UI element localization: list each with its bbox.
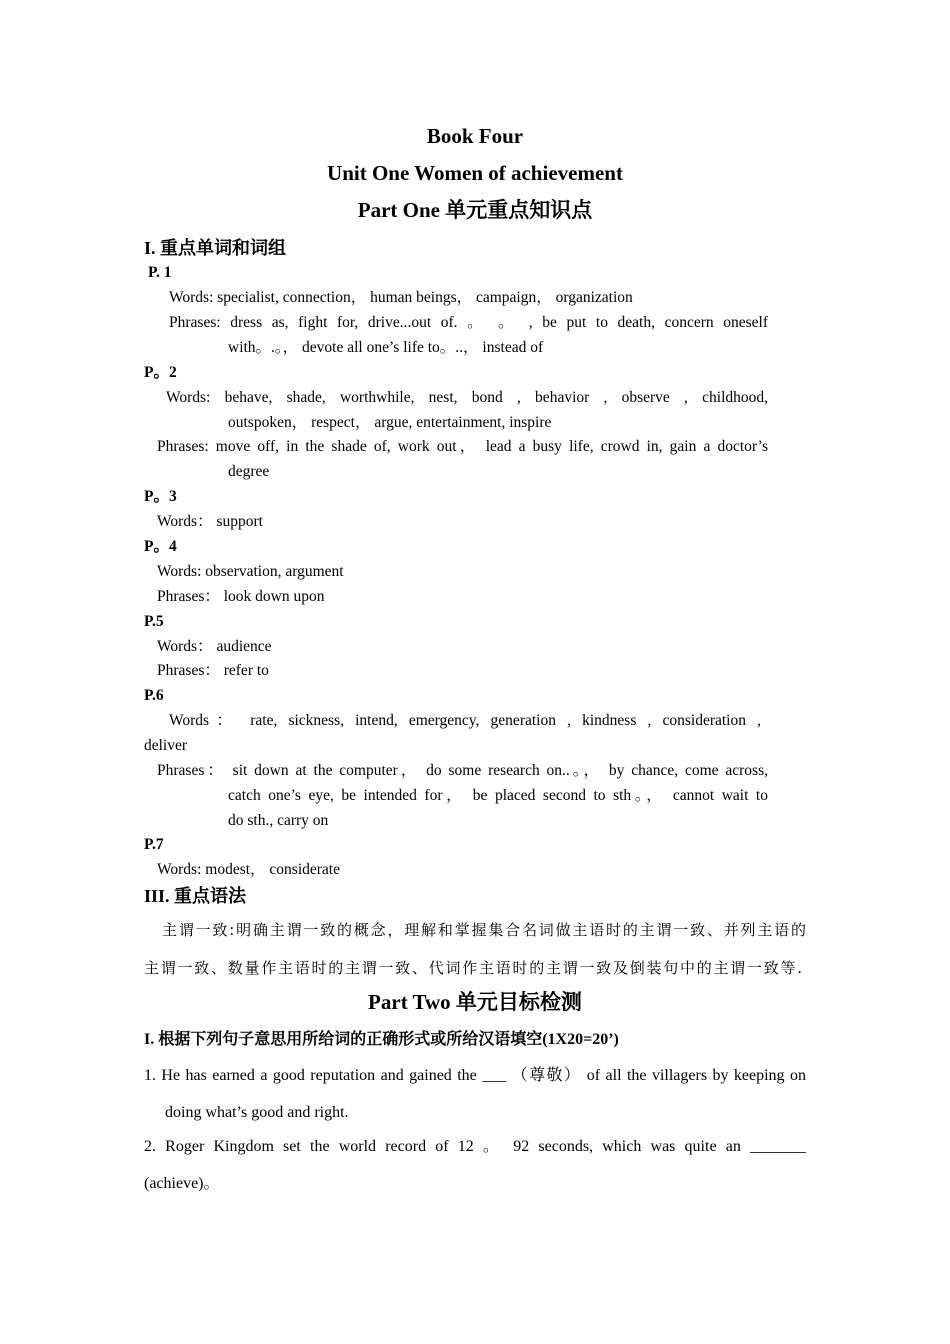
section-grammar-heading: III. 重点语法 [144,886,247,906]
part-one-title: Part One 单元重点知识点 [357,198,593,222]
p6-phrases-line2: catch one’s eye, be intended for， be placed second to sth。， cannot wait to [228,787,768,804]
p2-words-line1: Words: behave, shade, worthwhile, nest, bond , behavior , observe , childhood, [166,389,768,406]
p5-phrases: Phrases： refer to [157,662,269,679]
exercise-heading: I. 根据下列句子意思用所给词的正确形式或所给汉语填空(1X20=20’) [144,1031,619,1048]
p1-words: Words: specialist, connection， human beings， campaign， organization [169,289,633,306]
p4-words: Words: observation, argument [157,563,344,580]
p3-words: Words： support [157,513,263,530]
p6-words-line2: deliver [144,737,188,754]
p6-words-line1: Words： rate, sickness, intend, emergency, generation , kindness , consideration , [169,712,761,729]
p1-phrases-line1: Phrases: dress as, fight for, drive...out of. 。 。 , be put to death, concern oneself [169,314,768,331]
p7-words: Words: modest， considerate [157,861,340,878]
page-label-p6: P.6 [144,687,164,704]
question-2-line2: (achieve)。 [144,1175,220,1192]
book-title: Book Four [426,124,524,148]
question-1-line1: 1. He has earned a good reputation and gained the ___ （尊敬） of all the villagers by keeping on [144,1067,806,1084]
section-vocab-heading: I. 重点单词和词组 [144,238,287,258]
p2-words-line2: outspoken， respect， argue, entertainment, inspire [228,414,552,431]
p4-phrases: Phrases： look down upon [157,588,325,605]
unit-title: Unit One Women of achievement [327,161,623,185]
p2-phrases-line2: degree [228,463,270,480]
grammar-text-line2: 主谓一致、数量作主语时的主谓一致、代词作主语时的主谓一致及倒装句中的主谓一致等. [144,959,802,977]
page-label-p3: P。3 [144,488,177,505]
grammar-text-line1: 主谓一致:明确主谓一致的概念，理解和掌握集合名词做主语时的主谓一致、并列主语的 [162,921,806,939]
p6-phrases-line1: Phrases： sit down at the computer， do some research on..。， by chance, come across, [157,762,768,779]
p6-phrases-line3: do sth., carry on [228,812,329,829]
question-2-line1: 2. Roger Kingdom set the world record of 12 。 92 seconds, which was quite an _______ [144,1138,806,1155]
page-label-p5: P.5 [144,613,164,630]
p1-phrases-line2: with。.。， devote all one’s life to。..， instead of [228,339,544,356]
part-two-title: Part Two 单元目标检测 [368,990,582,1014]
page-label-p2: P。2 [144,364,177,381]
p5-words: Words： audience [157,638,272,655]
page-label-p4: P。4 [144,538,177,555]
question-1-line2: doing what’s good and right. [165,1104,349,1121]
p2-phrases-line1: Phrases: move off, in the shade of, work out， lead a busy life, crowd in, gain a doctor’s [157,438,768,455]
page-label-p7: P.7 [144,836,164,853]
page-label-p1: P. 1 [148,264,172,281]
